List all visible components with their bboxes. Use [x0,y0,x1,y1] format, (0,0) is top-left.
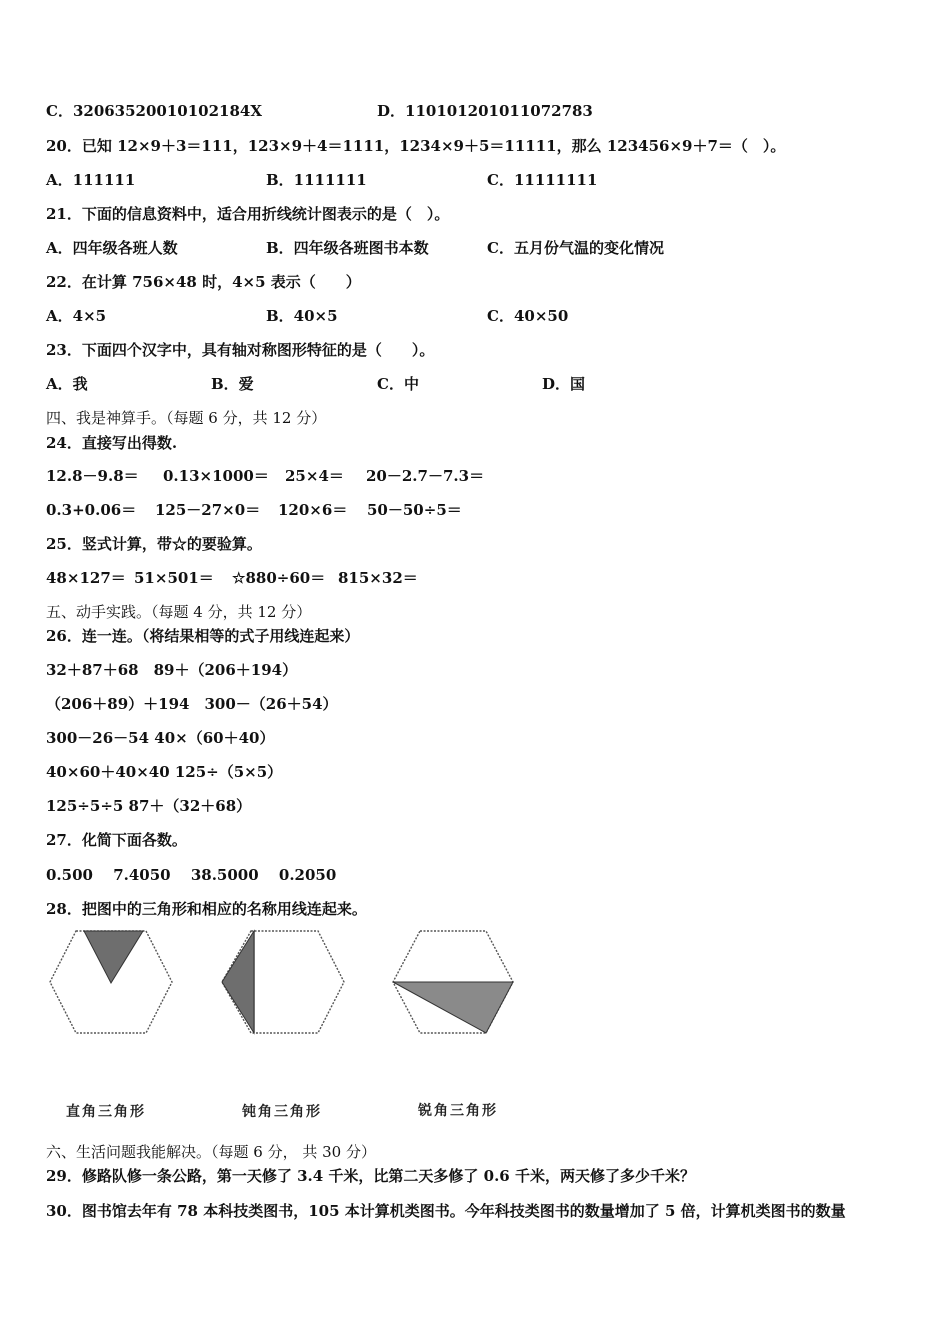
section-4-heading: 四、我是神算手。（每题 6 分，共 12 分） [46,409,327,427]
label-acute-triangle: 锐角三角形 [418,1103,498,1119]
shaded-triangle-right [393,982,513,1033]
section-6-heading: 六、生活问题我能解决。（每题 6 分， 共 30 分） [46,1143,376,1161]
q25-item2: 51×501＝ [134,569,214,587]
q24-r1-item4: 20－2.7－7.3＝ [366,467,485,485]
q21-option-c: C．五月份气温的变化情况 [487,239,664,257]
label-obtuse-triangle: 钝角三角形 [242,1104,322,1120]
q24-r2-item2: 125－27×0＝ [155,501,261,519]
q23-option-c: C．中 [377,375,419,393]
q24-r1-item2: 0.13×1000＝ [163,467,269,485]
q20-option-c: C．11111111 [487,171,598,189]
q24-r1-item3: 25×4＝ [285,467,344,485]
q27-stem: 27．化简下面各数。 [46,831,187,849]
q21-option-b: B．四年级各班图书本数 [266,239,429,257]
q19-option-d: D．110101201011072783 [377,102,593,120]
q24-r2-item1: 0.3+0.06＝ [46,501,137,519]
q22-option-c: C．40×50 [487,307,569,325]
q28-stem: 28．把图中的三角形和相应的名称用线连起来。 [46,900,367,918]
q30-text: 30．图书馆去年有 78 本科技类图书，105 本计算机类图书。今年科技类图书的数量增加了 5 倍，计算机类图书的数量 [46,1202,846,1220]
q29-text: 29．修路队修一条公路，第一天修了 3.4 千米，比第二天多修了 0.6 千米，两天修了多少千米？ [46,1167,695,1185]
q26-row: 40×60＋40×40 125÷（5×5） [46,763,283,781]
q21-option-a: A．四年级各班人数 [46,239,178,257]
q24-stem: 24．直接写出得数. [46,434,178,452]
q23-option-b: B．爱 [211,375,254,393]
q24-r2-item4: 50－50÷5＝ [367,501,462,519]
q26-stem: 26．连一连。（将结果相等的式子用线连起来） [46,627,360,645]
q26-row: 32＋87＋68 89＋（206＋194） [46,661,298,679]
shaded-triangle-obtuse [222,931,254,1033]
q20-option-a: A．111111 [46,171,136,189]
q25-item1: 48×127＝ [46,569,126,587]
q20-stem: 20．已知 12×9＋3＝111，123×9＋4＝1111，1234×9＋5＝11111，那么 123456×9＋7＝（ ）。 [46,137,786,155]
q25-item4: 815×32＝ [338,569,418,587]
hexagon-figure-3 [388,926,518,1038]
label-right-triangle: 直角三角形 [66,1104,146,1120]
section-5-heading: 五、动手实践。（每题 4 分，共 12 分） [46,603,312,621]
q21-stem: 21．下面的信息资料中，适合用折线统计图表示的是（ ）。 [46,205,450,223]
q23-option-a: A．我 [46,375,88,393]
hexagon-figure-2 [218,926,348,1038]
q25-stem: 25．竖式计算，带☆的要验算。 [46,535,262,553]
q22-option-a: A．4×5 [46,307,107,325]
q26-row: 300－26－54 40×（60＋40） [46,729,275,747]
q23-option-d: D．国 [542,375,586,393]
q22-option-b: B．40×5 [266,307,338,325]
q25-item3: ☆880÷60＝ [232,569,326,587]
q26-row: 125÷5÷5 87＋（32＋68） [46,797,252,815]
q20-option-b: B．1111111 [266,171,367,189]
hexagon-figure-1 [46,926,176,1038]
q19-option-c: C．32063520010102184X [46,102,263,120]
q26-row: （206＋89）＋194 300－（26＋54） [46,695,338,713]
q24-r1-item1: 12.8－9.8＝ [46,467,139,485]
q24-r2-item3: 120×6＝ [278,501,348,519]
shaded-triangle-acute [84,931,143,983]
q27-numbers: 0.500 7.4050 38.5000 0.2050 [46,866,337,884]
q22-stem: 22．在计算 756×48 时，4×5 表示（ ） [46,273,361,291]
q23-stem: 23．下面四个汉字中，具有轴对称图形特征的是（ ）。 [46,341,435,359]
